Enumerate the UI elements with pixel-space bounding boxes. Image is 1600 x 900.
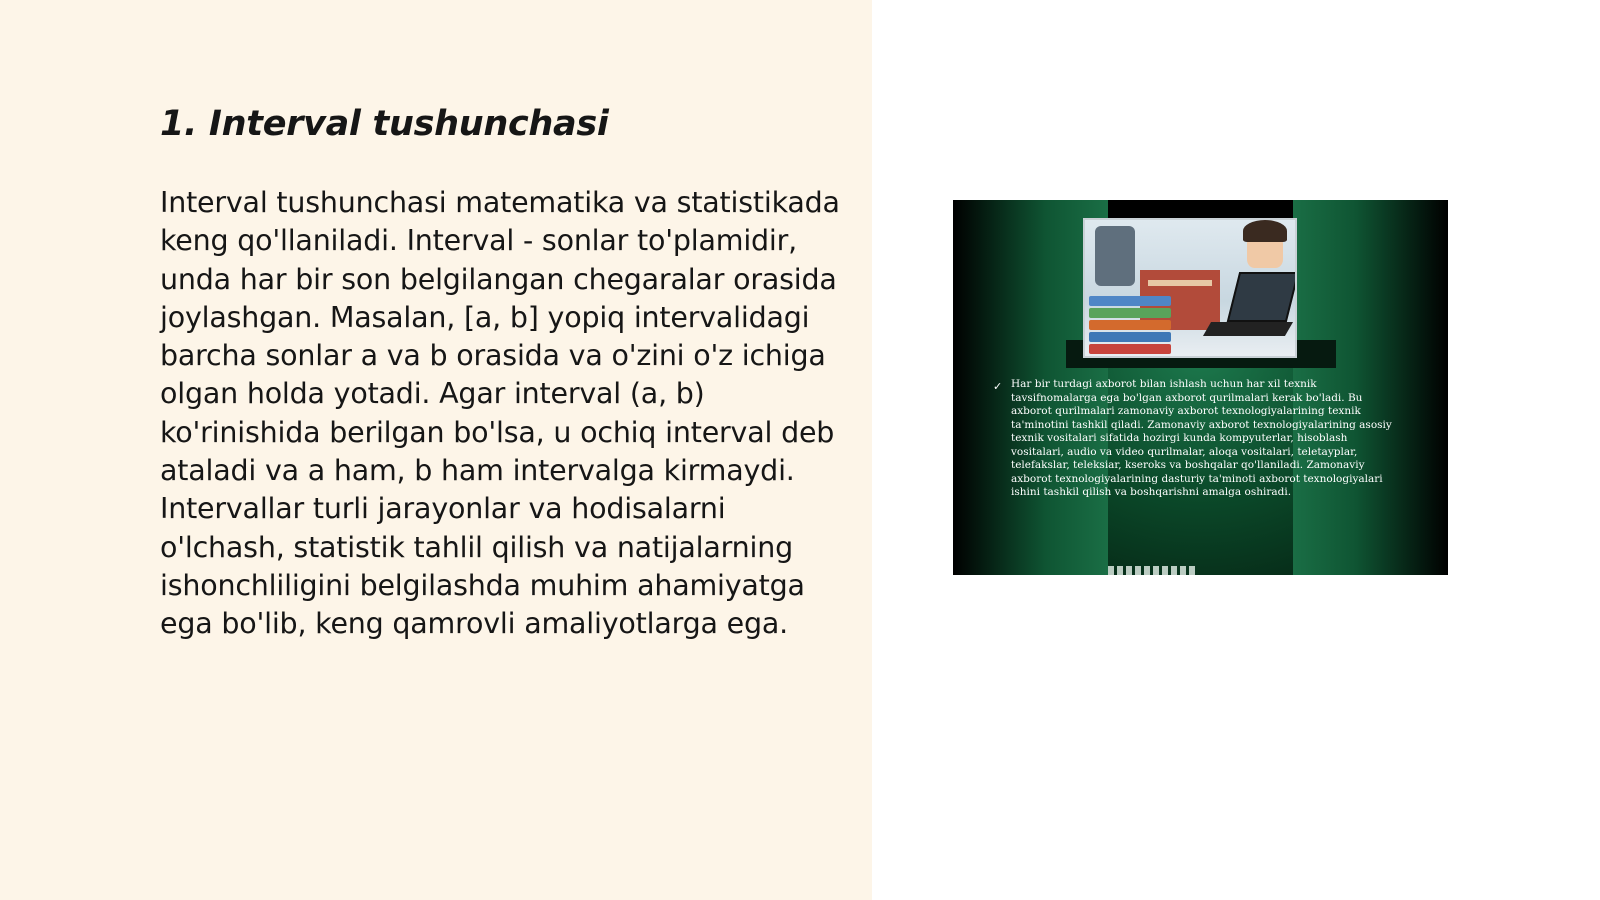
laptop-screen-illustration [1227,272,1297,322]
image-top-bar [1108,200,1293,218]
microscope-illustration [1095,226,1135,286]
person-illustration [1247,224,1283,268]
image-bottom-mark [1108,566,1198,575]
slide-image [953,200,1448,575]
laptop-base-illustration [1203,322,1293,336]
book-illustration [1089,320,1171,330]
technology-photo [1083,218,1297,358]
slide-body-text: Interval tushunchasi matematika va statistikada keng qo'llaniladi. Interval - sonlar to'plamidir, unda har bir son belgilangan chegaralar orasida joylashgan. Masalan, [a, b] yopiq intervalidagi barcha sonlar a va b orasida va o'zini o'z ichiga olgan holda yotadi. Agar interval (a, b) ko'rinishida berilgan bo'lsa, u ochiq interval deb ataladi va a ham, b ham intervalga kirmaydi. Intervallar turli jarayonlar va hodisalarni o'lchash, statistik tahlil qilish va natijalarning ishonchliligini belgilashda muhim ahamiyatga ega bo'lib, keng qamrovli amaliyotlarga ega. [160,186,840,641]
book-illustration [1089,344,1171,354]
slide-title: 1. Interval tushunchasi [160,104,609,144]
image-caption-text: Har bir turdagi axborot bilan ishlash uchun har xil texnik tavsifnomalarga ega bo'lgan axborot qurilmalari kerak bo'ladi. Bu axborot qurilmalari zamonaviy axborot texnologiyalarining texnik ta'minotini tashkil qiladi. Zamonaviy axborot texnologiyalarining asosiy texnik vositalari sifatida hozirgi kunda kompyuterlar, hisoblash vositalari, audio va video qurilmalar, aloqa vositalari, teletayplar, telefakslar, teleksiar, kseroks va boshqalar qo'llaniladi. Zamonaviy axborot texnologiyalarining dasturiy ta'minoti axborot texnologiyalari ishini tashkil qilish va boshqarishni amalga oshiradi. [1011,378,1392,498]
check-bullet-icon: ✓ [993,380,1003,393]
book-illustration [1089,308,1171,318]
book-illustration [1089,296,1171,306]
book-illustration [1089,332,1171,342]
